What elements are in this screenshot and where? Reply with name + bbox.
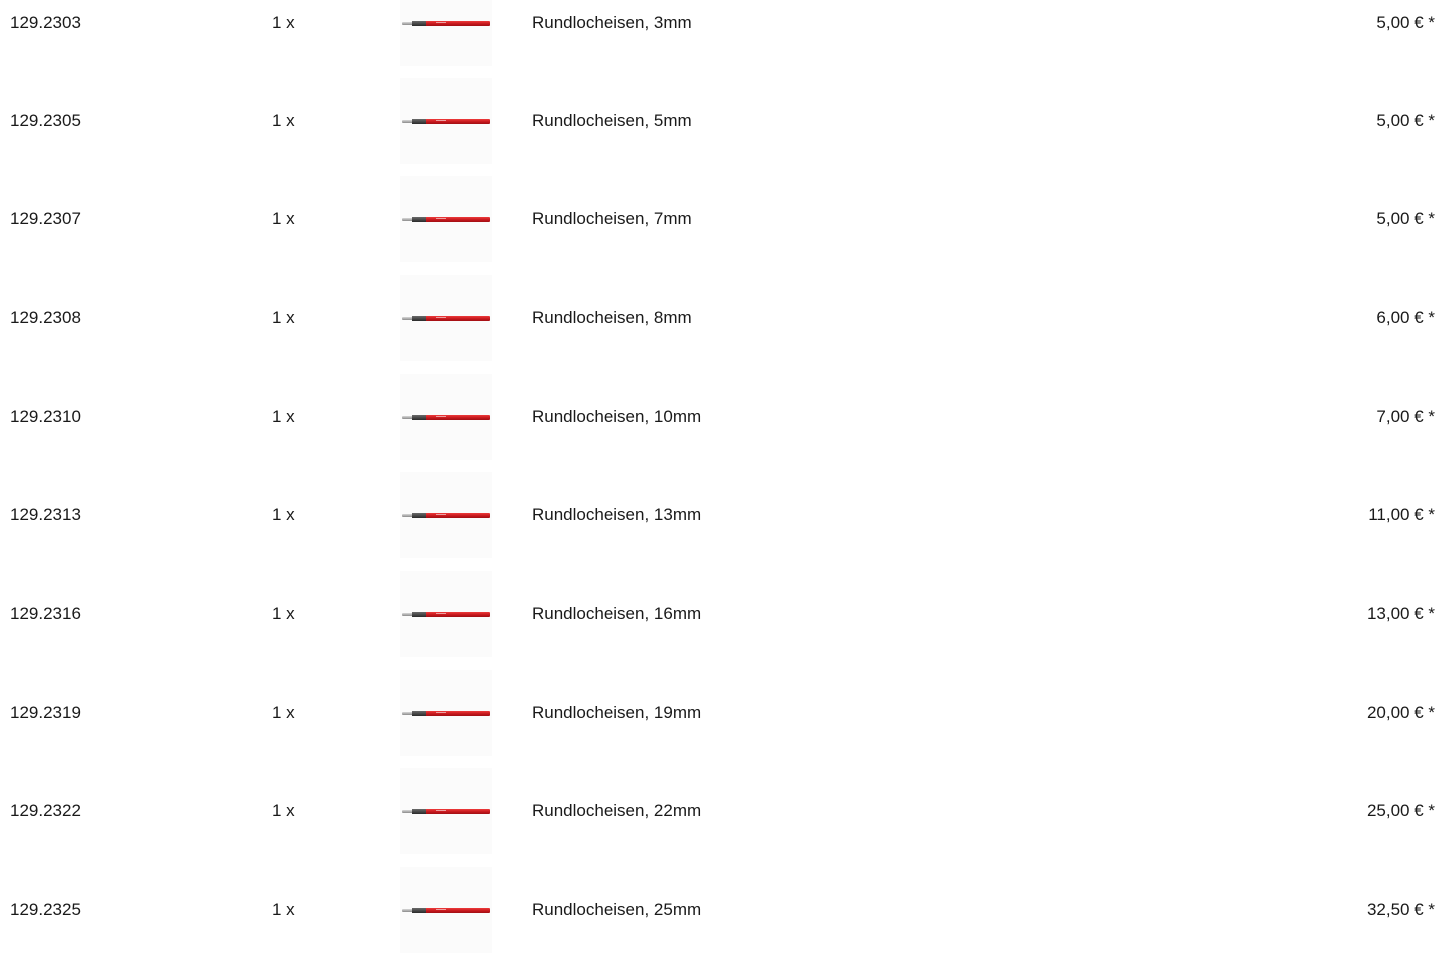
product-row[interactable] — [0, 594, 1439, 634]
article-number: 129.2308 — [10, 308, 81, 327]
product-price: 25,00 € * — [1366, 801, 1435, 820]
red-hole-punch-icon — [402, 316, 490, 321]
article-number: 129.2307 — [10, 209, 81, 228]
product-name[interactable]: Rundlocheisen, 5mm — [532, 111, 692, 130]
product-image[interactable] — [400, 768, 492, 854]
product-name[interactable]: Rundlocheisen, 16mm — [532, 604, 702, 623]
product-price: 7,00 € * — [1376, 407, 1435, 426]
product-price: 20,00 € * — [1366, 703, 1435, 722]
product-price: 11,00 € * — [1368, 505, 1435, 524]
product-image[interactable] — [400, 571, 492, 657]
product-price: 13,00 € * — [1366, 604, 1435, 623]
product-image[interactable] — [400, 275, 492, 361]
article-number: 129.2325 — [10, 900, 81, 919]
quantity: 1 x — [272, 703, 295, 722]
product-image[interactable] — [400, 670, 492, 756]
red-hole-punch-icon — [402, 809, 490, 814]
product-image[interactable] — [400, 78, 492, 164]
product-image[interactable] — [400, 0, 492, 66]
article-number: 129.2316 — [10, 604, 81, 623]
product-row[interactable] — [0, 397, 1439, 437]
quantity: 1 x — [272, 308, 295, 327]
article-number: 129.2305 — [10, 111, 81, 130]
product-price: 5,00 € * — [1376, 111, 1435, 130]
product-price: 32,50 € * — [1366, 900, 1435, 919]
red-hole-punch-icon — [402, 415, 490, 420]
product-image[interactable] — [400, 374, 492, 460]
red-hole-punch-icon — [402, 711, 490, 716]
red-hole-punch-icon — [402, 217, 490, 222]
product-row[interactable] — [0, 298, 1439, 338]
product-row[interactable] — [0, 3, 1439, 43]
product-row[interactable] — [0, 693, 1439, 733]
product-row[interactable] — [0, 101, 1439, 141]
quantity: 1 x — [272, 111, 295, 130]
red-hole-punch-icon — [402, 908, 490, 913]
quantity: 1 x — [272, 604, 295, 623]
article-number: 129.2313 — [10, 505, 81, 524]
product-image[interactable] — [400, 472, 492, 558]
red-hole-punch-icon — [402, 21, 490, 26]
product-image[interactable] — [400, 867, 492, 953]
article-number: 129.2303 — [10, 13, 81, 32]
red-hole-punch-icon — [402, 119, 490, 124]
product-row[interactable] — [0, 890, 1439, 930]
product-image[interactable] — [400, 176, 492, 262]
product-name[interactable]: Rundlocheisen, 7mm — [532, 209, 692, 228]
red-hole-punch-icon — [402, 513, 490, 518]
product-name[interactable]: Rundlocheisen, 25mm — [532, 900, 702, 919]
product-name[interactable]: Rundlocheisen, 3mm — [532, 13, 692, 32]
product-name[interactable]: Rundlocheisen, 8mm — [532, 308, 692, 327]
product-name[interactable]: Rundlocheisen, 13mm — [532, 505, 702, 524]
product-price: 5,00 € * — [1376, 209, 1435, 228]
quantity: 1 x — [272, 505, 295, 524]
quantity: 1 x — [272, 801, 295, 820]
product-row[interactable] — [0, 791, 1439, 831]
product-row[interactable] — [0, 495, 1439, 535]
red-hole-punch-icon — [402, 612, 490, 617]
quantity: 1 x — [272, 407, 295, 426]
product-name[interactable]: Rundlocheisen, 19mm — [532, 703, 702, 722]
quantity: 1 x — [272, 13, 295, 32]
article-number: 129.2319 — [10, 703, 81, 722]
quantity: 1 x — [272, 209, 295, 228]
quantity: 1 x — [272, 900, 295, 919]
article-number: 129.2322 — [10, 801, 81, 820]
article-number: 129.2310 — [10, 407, 81, 426]
product-price: 5,00 € * — [1376, 13, 1435, 32]
product-price: 6,00 € * — [1376, 308, 1435, 327]
product-row[interactable] — [0, 199, 1439, 239]
product-name[interactable]: Rundlocheisen, 22mm — [532, 801, 702, 820]
product-name[interactable]: Rundlocheisen, 10mm — [532, 407, 702, 426]
